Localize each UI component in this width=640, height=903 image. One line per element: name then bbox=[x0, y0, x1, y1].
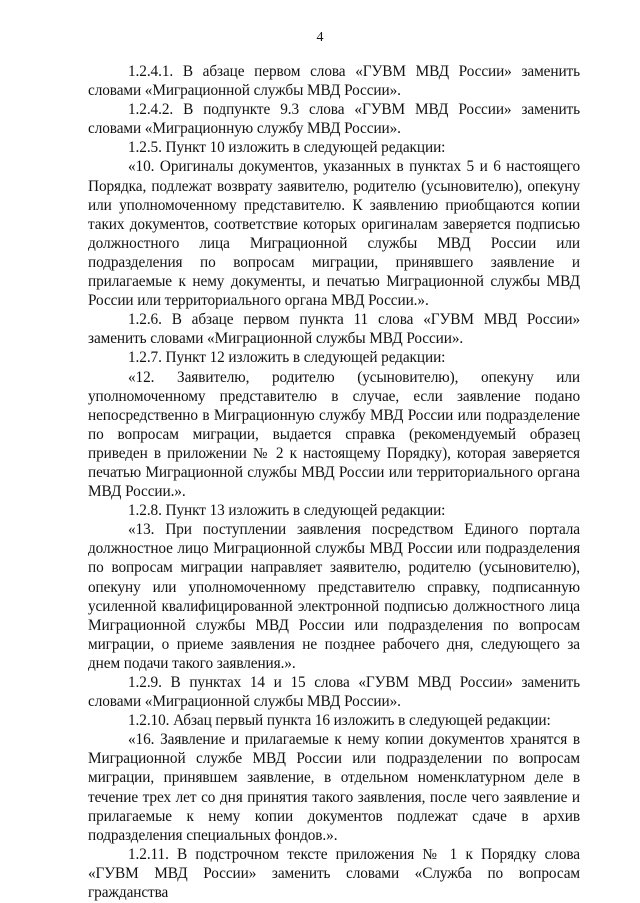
paragraph-1-2-5: 1.2.5. Пункт 10 изложить в следующей редакции: bbox=[128, 139, 446, 157]
paragraph-point-16-text: «16. Заявление и прилагаемые к нему копии документов хранятся в Миграционной службе МВД России или подразделении по вопросам миграции, принявшем заявление, в отдельном номенклатурном деле в течение трех лет со дня принятия такого заявления, после чего заявление и прилагаемые к нему копии документов подлежат сдаче в архив подразделения специальных фондов.». bbox=[88, 731, 580, 844]
paragraph-1-2-11: 1.2.11. В подстрочном тексте приложения № 1 к Порядку слова «ГУВМ МВД России» заменить словами «Служба по вопросам гражданства bbox=[88, 845, 580, 902]
paragraph-1-2-4-1: 1.2.4.1. В абзаце первом слова «ГУВМ МВД России» заменить словами «Миграционной службы МВД России». bbox=[88, 63, 580, 100]
page-number: 4 bbox=[316, 30, 324, 45]
paragraph-point-10-text: «10. Оригиналы документов, указанных в пунктах 5 и 6 настоящего Порядка, подлежат возврату заявителю, родителю (усыновителю), опекуну или уполномоченному представителю. К заявлению приобщаются копии таких документов, соответствие которых оригиналам заверяется подписью должностного лица Миграционной службы МВД России или подразделения по вопросам миграции, принявшего заявление и прилагаемые к нему документы, и печатью Миграционной службы МВД России или территориального органа МВД России.». bbox=[88, 158, 580, 310]
paragraph-1-2-4-2: 1.2.4.2. В подпункте 9.3 слова «ГУВМ МВД России» заменить словами «Миграционную службу МВД России». bbox=[88, 101, 580, 138]
paragraph-1-2-9: 1.2.9. В пунктах 14 и 15 слова «ГУВМ МВД России» заменить словами «Миграционной службы МВД России». bbox=[88, 674, 580, 711]
paragraph-1-2-6: 1.2.6. В абзаце первом пункта 11 слова «ГУВМ МВД России» заменить словами «Миграционной службы МВД России». bbox=[88, 311, 580, 348]
paragraph-1-2-8: 1.2.8. Пункт 13 изложить в следующей редакции: bbox=[128, 502, 446, 520]
paragraph-point-12-text: «12. Заявителю, родителю (усыновителю), опекуну или уполномоченному представителю в случае, если заявление подано непосредственно в Миграционную службу МВД России или подразделение по вопросам миграции, выдается справка (рекомендуемый образец приведен в приложении № 2 к настоящему Порядку), которая заверяется печатью Миграционной службы МВД России или территориального органа МВД России.». bbox=[88, 368, 580, 501]
document-body bbox=[88, 62, 580, 902]
paragraph-1-2-7: 1.2.7. Пункт 12 изложить в следующей редакции: bbox=[128, 349, 446, 367]
paragraph-1-2-10: 1.2.10. Абзац первый пункта 16 изложить в следующей редакции: bbox=[128, 712, 551, 730]
paragraph-point-13-text: «13. При поступлении заявления посредством Единого портала должностное лицо Миграционной службы МВД России или подразделения по вопросам миграции направляет заявителю, родителю (усыновителю), опекуну или уполномоченному представителю справку, подписанную усиленной квалифицированной электронной подписью должностного лица Миграционной службы МВД России или подразделения по вопросам миграции, о приеме заявления не позднее рабочего дня, следующего за днем подачи такого заявления.». bbox=[88, 521, 580, 672]
